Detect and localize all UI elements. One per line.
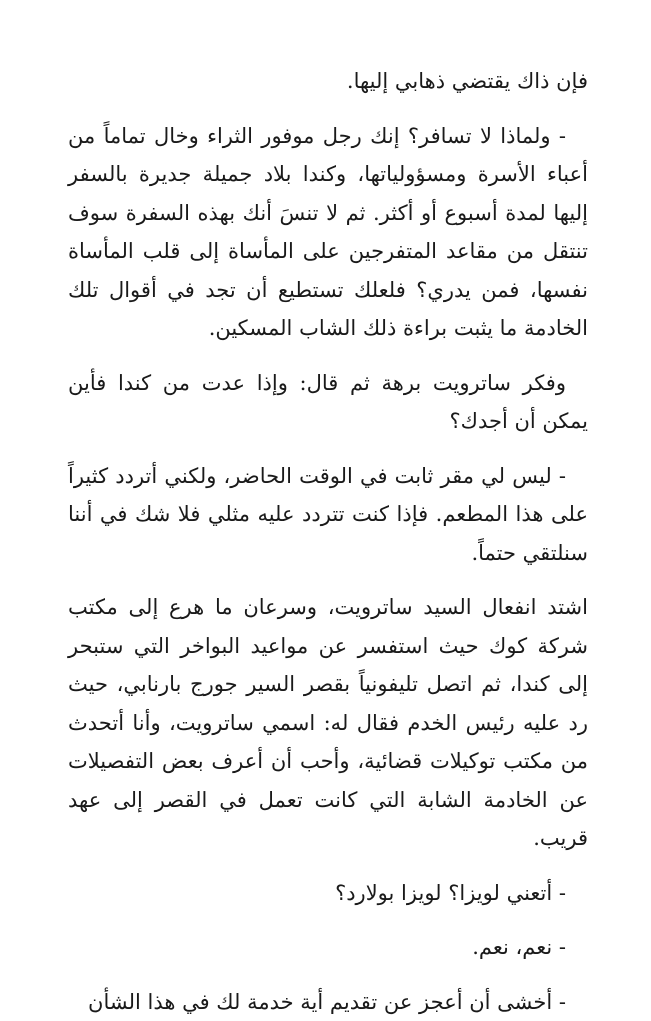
paragraph-1: فإن ذاك يقتضي ذهابي إليها. <box>68 62 588 101</box>
paragraph-2: - ولماذا لا تسافر؟ إنك رجل موفور الثراء وخال تماماً من أعباء الأسرة ومسؤولياتها، وكندا بلاد جميلة جديرة بالسفر إليها لمدة أسبوع أو أكثر. ثم لا تنسَ أنك بهذه السفرة سوف تنتقل من مقاعد المتفرجين على المأساة إلى قلب المأساة نفسها، فمن يدري؟ فلعلك تستطيع أن تجد في أقوال تلك الخادمة ما يثبت براءة ذلك الشاب المسكين. <box>68 117 588 348</box>
paragraph-8: - أخشى أن أعجز عن تقديم أية خدمة لك في هذا الشأن <box>68 983 588 1021</box>
paragraph-7: - نعم، نعم. <box>68 928 588 967</box>
paragraph-3: وفكر ساترويت برهة ثم قال: وإذا عدت من كندا فأين يمكن أن أجدك؟ <box>68 364 588 441</box>
paragraph-6: - أتعني لويزا؟ لويزا بولارد؟ <box>68 874 588 913</box>
paragraph-5: اشتد انفعال السيد ساترويت، وسرعان ما هرع إلى مكتب شركة كوك حيث استفسر عن مواعيد البواخر التي ستبحر إلى كندا، ثم اتصل تليفونياً بقصر السير جورج بارنابي، حيث رد عليه رئيس الخدم فقال له: اسمي ساترويت، وأنا أتحدث من مكتب توكيلات قضائية، وأحب أن أعرف بعض التفصيلات عن الخادمة الشابة التي كانت تعمل في القصر إلى عهد قريب. <box>68 588 588 858</box>
paragraph-4: - ليس لي مقر ثابت في الوقت الحاضر، ولكني أتردد كثيراً على هذا المطعم. فإذا كنت تتردد عليه مثلي فلا شك في أننا سنلتقي حتماً. <box>68 457 588 573</box>
book-page-text <box>68 62 588 1021</box>
